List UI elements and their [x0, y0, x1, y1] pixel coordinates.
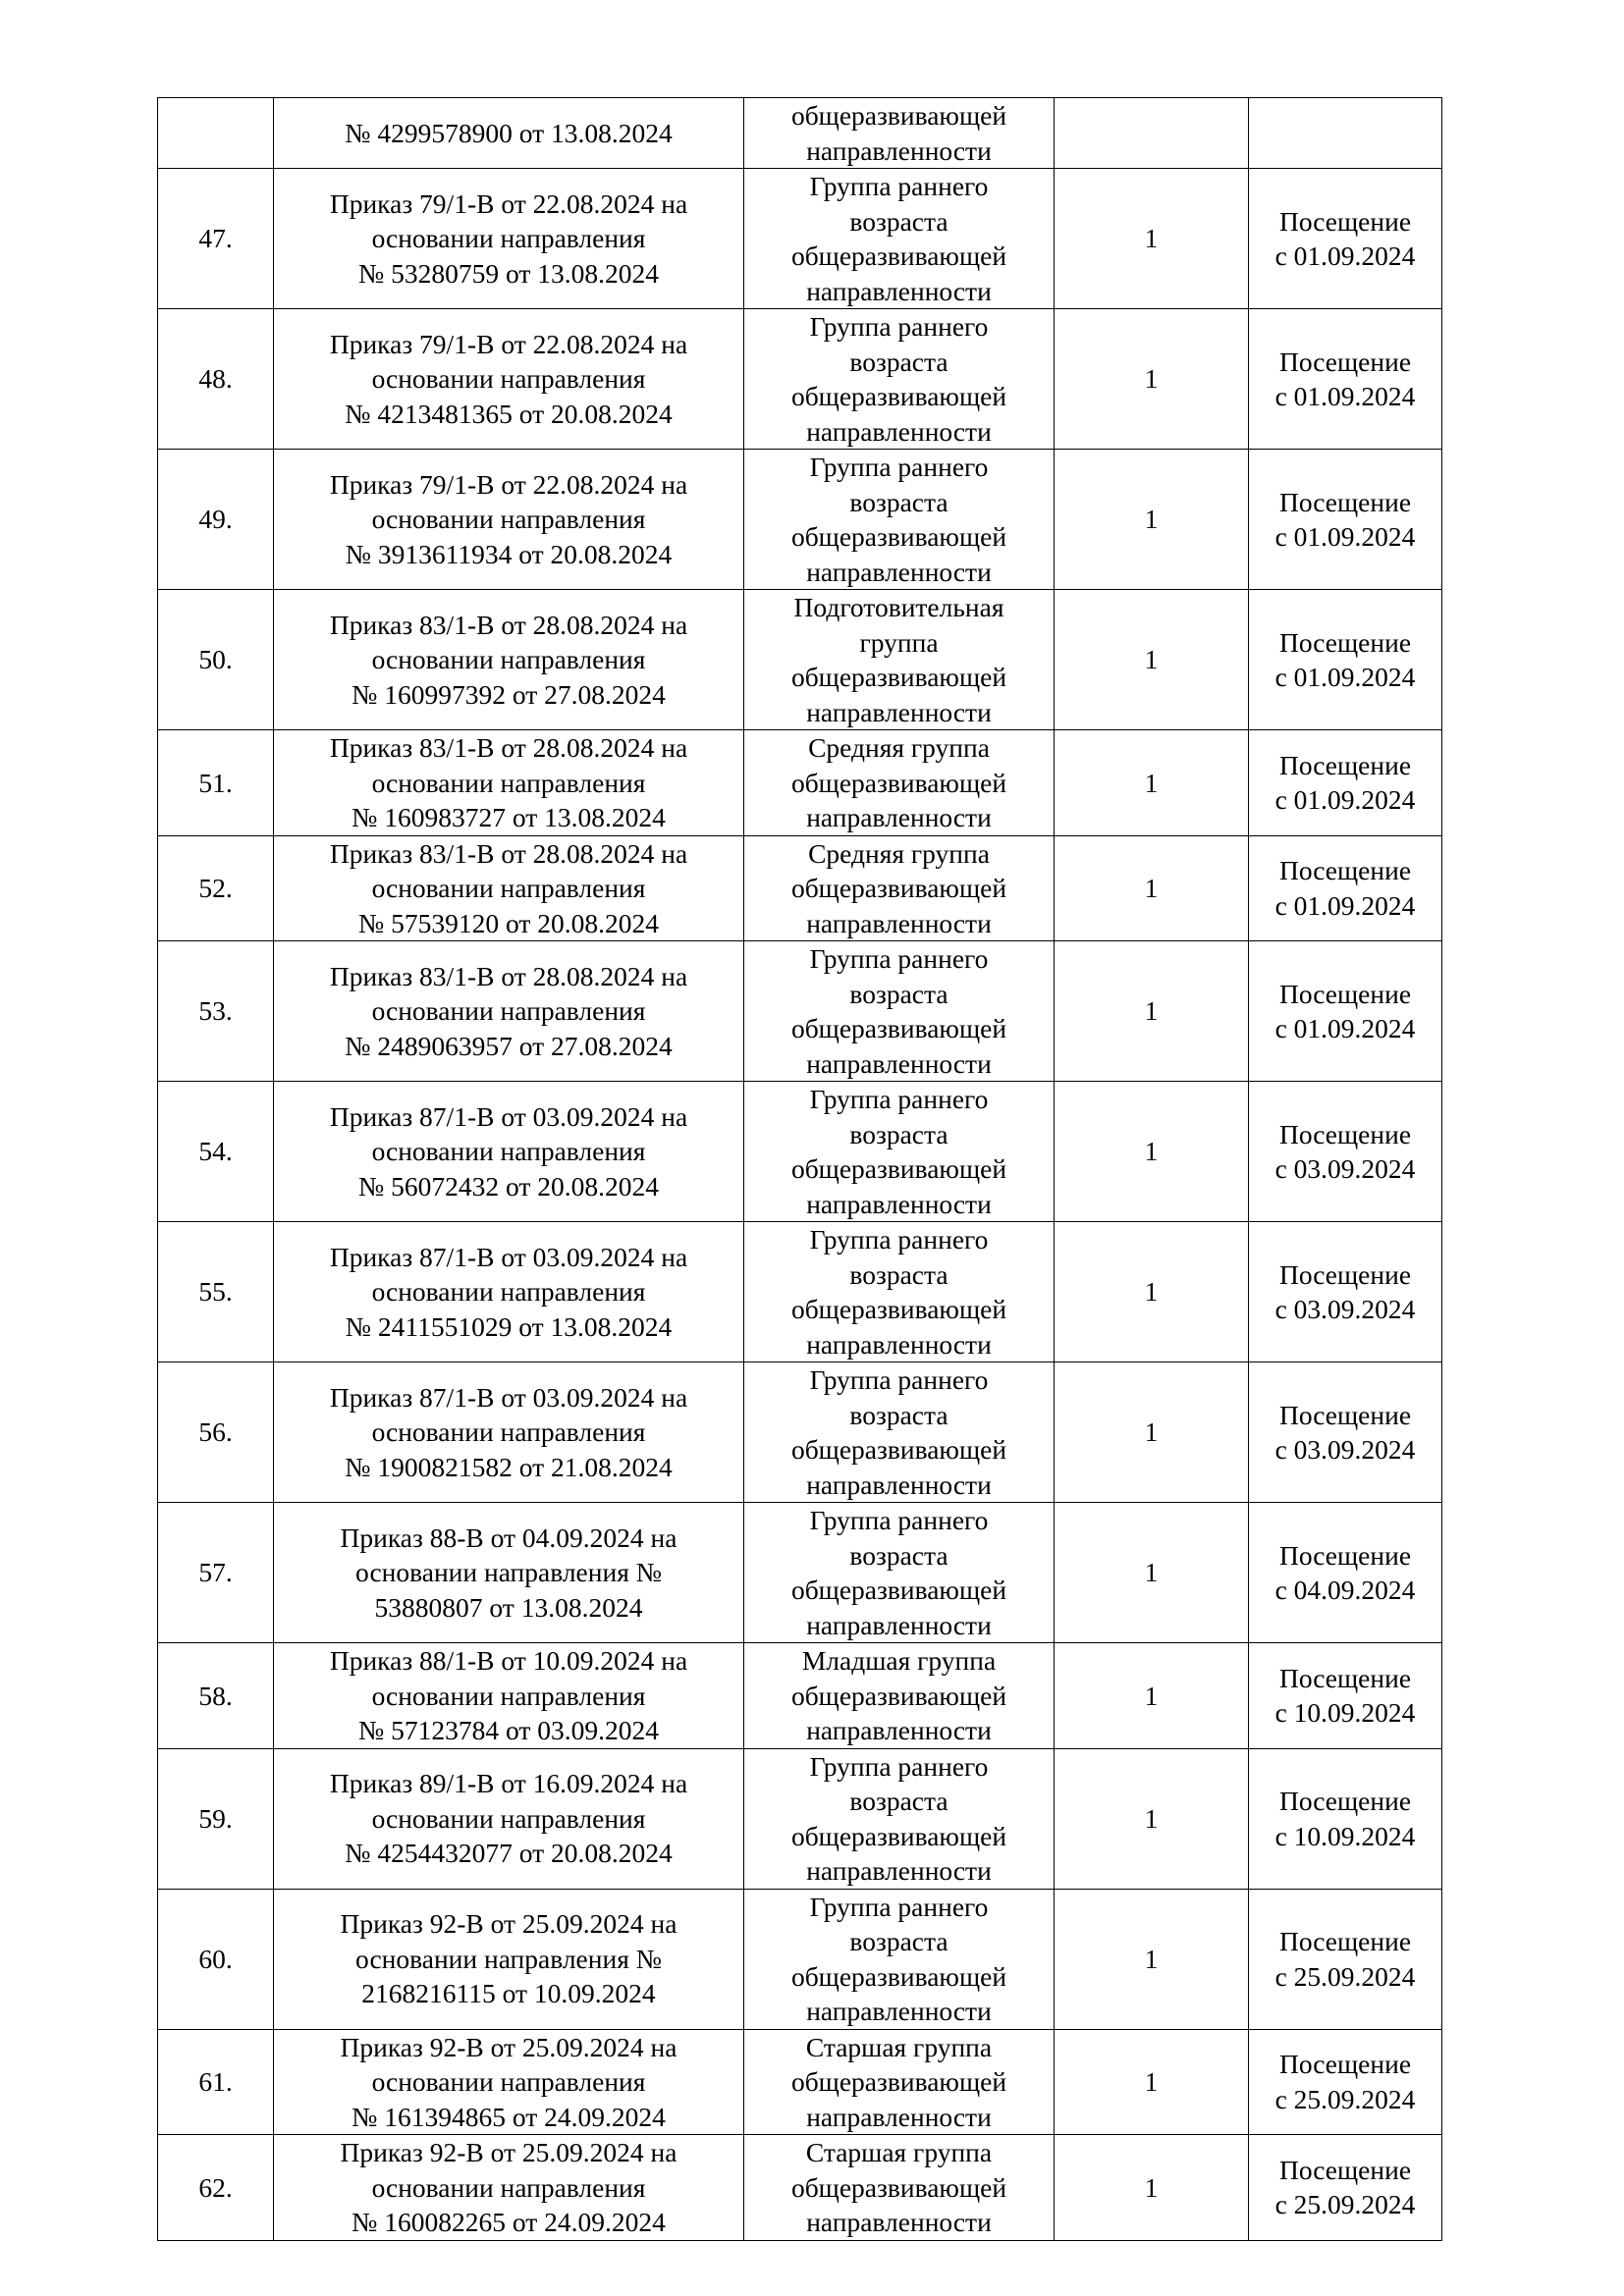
enrollment-table — [157, 97, 1442, 2241]
group-cell-line: возраста — [849, 1258, 948, 1290]
group-cell — [744, 1082, 1055, 1222]
status-cell — [1249, 2135, 1442, 2241]
status-cell — [1249, 941, 1442, 1082]
status-cell-line: с 01.09.2024 — [1274, 1013, 1416, 1043]
status-cell-line: с 01.09.2024 — [1274, 662, 1416, 692]
order-cell — [274, 98, 744, 169]
group-cell — [744, 169, 1055, 309]
status-cell-line: Посещение — [1278, 855, 1412, 886]
order-cell-line: Приказ 83/1-В от 28.08.2024 на — [329, 609, 688, 640]
group-cell-line: Старшая группа — [805, 2137, 993, 2167]
group-cell-line: общеразвивающей — [790, 100, 1007, 131]
order-cell — [274, 1082, 744, 1222]
table-row — [158, 169, 1442, 309]
status-cell — [1249, 2029, 1442, 2135]
group-cell-line: направленности — [806, 1468, 992, 1500]
group-cell — [744, 450, 1055, 590]
group-cell-line: Группа раннего — [809, 943, 989, 974]
table-row — [158, 1362, 1442, 1503]
status-cell-line: с 01.09.2024 — [1274, 381, 1416, 411]
order-cell — [274, 590, 744, 730]
count-cell: 1 — [1055, 1748, 1249, 1889]
group-cell-line: возраста — [849, 1399, 948, 1430]
group-cell — [744, 2029, 1055, 2135]
group-cell-line: общеразвивающей — [790, 1680, 1007, 1711]
order-cell-line: № 160983727 от 13.08.2024 — [352, 802, 666, 832]
status-cell-line: с 01.09.2024 — [1274, 889, 1416, 921]
status-cell — [1249, 835, 1442, 941]
group-cell-line: общеразвивающей — [790, 2066, 1007, 2097]
order-cell-line: № 4254432077 от 20.08.2024 — [345, 1838, 673, 1869]
group-cell — [744, 98, 1055, 169]
status-cell — [1249, 1503, 1442, 1643]
order-cell-line: Приказ 88/1-В от 10.09.2024 на — [329, 1645, 688, 1676]
status-cell — [1249, 1889, 1442, 2029]
group-cell-line: общеразвивающей — [790, 1960, 1007, 1992]
group-cell-line: Группа раннего — [809, 452, 989, 482]
order-cell-line: № 57123784 от 03.09.2024 — [357, 1715, 660, 1745]
group-cell-line: общеразвивающей — [790, 662, 1007, 692]
group-cell-line: Группа раннего — [809, 1084, 989, 1114]
status-cell-line: Посещение — [1278, 346, 1412, 377]
group-cell-line: возраста — [849, 346, 948, 377]
status-cell-line: с 03.09.2024 — [1274, 1434, 1416, 1465]
order-cell-line: Приказ 79/1-В от 22.08.2024 на — [329, 187, 688, 219]
group-cell-line: направленности — [806, 134, 992, 166]
order-cell-line: № 161394865 от 24.09.2024 — [352, 2101, 666, 2132]
order-cell — [274, 1362, 744, 1503]
group-cell-line: возраста — [849, 1118, 948, 1149]
group-cell-line: общеразвивающей — [790, 1820, 1007, 1851]
order-cell-line: основании направления — [371, 995, 646, 1027]
order-cell-line: № 4299578900 от 13.08.2024 — [345, 117, 673, 148]
status-cell — [1249, 1643, 1442, 1749]
status-cell — [1249, 309, 1442, 450]
row-number-cell: 53. — [158, 941, 274, 1082]
order-cell-line: основании направления — [371, 1802, 646, 1834]
count-cell: 1 — [1055, 2135, 1249, 2241]
group-cell-line: Группа раннего — [809, 171, 989, 201]
row-number-cell: 61. — [158, 2029, 274, 2135]
group-cell — [744, 730, 1055, 836]
table-row — [158, 1889, 1442, 2029]
table-row — [158, 1082, 1442, 1222]
group-cell — [744, 1748, 1055, 1889]
order-cell-line: № 57539120 от 20.08.2024 — [357, 907, 660, 938]
status-cell-line: Посещение — [1278, 1662, 1412, 1693]
group-cell-line: направленности — [806, 1188, 992, 1219]
status-cell-line: Посещение — [1278, 2154, 1412, 2185]
row-number-cell: 48. — [158, 309, 274, 450]
status-cell-line: Посещение — [1278, 1786, 1412, 1816]
status-cell-line: Посещение — [1278, 1399, 1412, 1430]
table-row — [158, 450, 1442, 590]
group-cell-line: возраста — [849, 1926, 948, 1956]
row-number-cell: 60. — [158, 1889, 274, 2029]
order-cell-line: Приказ 87/1-В от 03.09.2024 на — [329, 1100, 688, 1132]
group-cell-line: Группа раннего — [809, 1891, 989, 1922]
order-cell-line: № 160082265 от 24.09.2024 — [352, 2207, 666, 2237]
group-cell-line: возраста — [849, 205, 948, 237]
order-cell-line: основании направления № — [355, 1943, 662, 1974]
status-cell — [1249, 1748, 1442, 1889]
status-cell-line: с 03.09.2024 — [1274, 1153, 1416, 1184]
status-cell-line: Посещение — [1278, 2049, 1412, 2080]
group-cell-line: направленности — [806, 1855, 992, 1886]
status-cell — [1249, 98, 1442, 169]
order-cell-line: Приказ 83/1-В от 28.08.2024 на — [329, 960, 688, 991]
order-cell — [274, 169, 744, 309]
group-cell-line: Старшая группа — [805, 2031, 993, 2062]
group-cell-line: возраста — [849, 486, 948, 517]
status-cell — [1249, 1362, 1442, 1503]
group-cell — [744, 1889, 1055, 2029]
status-cell-line: Посещение — [1278, 1926, 1412, 1956]
status-cell-line: Посещение — [1278, 1118, 1412, 1149]
order-cell-line: Приказ 79/1-В от 22.08.2024 на — [329, 468, 688, 500]
count-cell: 1 — [1055, 1889, 1249, 2029]
group-cell-line: Группа раннего — [809, 311, 989, 342]
status-cell — [1249, 1082, 1442, 1222]
status-cell-line: с 25.09.2024 — [1274, 2083, 1416, 2114]
group-cell — [744, 590, 1055, 730]
group-cell — [744, 1222, 1055, 1362]
row-number-cell: 47. — [158, 169, 274, 309]
group-cell-line: Группа раннего — [809, 1364, 989, 1395]
row-number-cell: 58. — [158, 1643, 274, 1749]
order-cell — [274, 309, 744, 450]
status-cell — [1249, 169, 1442, 309]
order-cell-line: основании направления — [371, 2066, 646, 2097]
table-row — [158, 309, 1442, 450]
status-cell-line: Посещение — [1278, 486, 1412, 517]
count-cell: 1 — [1055, 835, 1249, 941]
order-cell-line: основании направления — [371, 1136, 646, 1167]
row-number-cell: 55. — [158, 1222, 274, 1362]
group-cell-line: направленности — [806, 556, 992, 587]
status-cell-line: Посещение — [1278, 205, 1412, 237]
row-number-cell: 51. — [158, 730, 274, 836]
order-cell-line: Приказ 88-В от 04.09.2024 на — [340, 1522, 677, 1553]
status-cell — [1249, 730, 1442, 836]
group-cell — [744, 835, 1055, 941]
order-cell-line: основании направления — [371, 1416, 646, 1448]
row-number-cell: 54. — [158, 1082, 274, 1222]
order-cell-line: основании направления № — [355, 1557, 662, 1588]
group-cell-line: общеразвивающей — [790, 1013, 1007, 1043]
group-cell — [744, 1362, 1055, 1503]
row-number-cell — [158, 98, 274, 169]
order-cell-line: 2168216115 от 10.09.2024 — [361, 1978, 656, 2009]
status-cell-line: с 03.09.2024 — [1274, 1294, 1416, 1324]
order-cell-line: основании направления — [371, 1680, 646, 1711]
group-cell — [744, 1643, 1055, 1749]
order-cell-line: Приказ 87/1-В от 03.09.2024 на — [329, 1241, 688, 1272]
status-cell-line: Посещение — [1278, 978, 1412, 1009]
order-cell-line: Приказ 83/1-В от 28.08.2024 на — [329, 732, 688, 763]
group-cell-line: направленности — [806, 1047, 992, 1079]
group-cell — [744, 309, 1055, 450]
order-cell-line: Приказ 83/1-В от 28.08.2024 на — [329, 837, 688, 869]
count-cell: 1 — [1055, 1222, 1249, 1362]
order-cell — [274, 941, 744, 1082]
count-cell: 1 — [1055, 169, 1249, 309]
order-cell — [274, 1748, 744, 1889]
order-cell-line: основании направления — [371, 2171, 646, 2203]
group-cell-line: направленности — [806, 2101, 992, 2132]
table-row — [158, 835, 1442, 941]
order-cell-line: Приказ 92-В от 25.09.2024 на — [340, 1908, 677, 1940]
order-cell — [274, 2135, 744, 2241]
status-cell-line: Посещение — [1278, 626, 1412, 658]
status-cell-line: с 10.09.2024 — [1274, 1697, 1416, 1729]
group-cell-line: Средняя группа — [808, 732, 990, 763]
order-cell — [274, 835, 744, 941]
table-body — [158, 98, 1442, 2241]
order-cell-line: основании направления — [371, 504, 646, 535]
order-cell-line: № 56072432 от 20.08.2024 — [357, 1170, 660, 1201]
order-cell-line: № 1900821582 от 21.08.2024 — [345, 1451, 673, 1482]
status-cell-line: с 25.09.2024 — [1274, 2189, 1416, 2220]
group-cell-line: группа — [859, 626, 939, 658]
group-cell-line: общеразвивающей — [790, 1575, 1007, 1605]
table-row — [158, 1643, 1442, 1749]
table-row — [158, 1222, 1442, 1362]
order-cell-line: № 160997392 от 27.08.2024 — [352, 678, 666, 710]
group-cell-line: общеразвивающей — [790, 2171, 1007, 2203]
table-row — [158, 2135, 1442, 2241]
order-cell — [274, 1643, 744, 1749]
group-cell-line: общеразвивающей — [790, 1153, 1007, 1184]
group-cell — [744, 1503, 1055, 1643]
order-cell — [274, 1503, 744, 1643]
group-cell-line: возраста — [849, 978, 948, 1009]
order-cell — [274, 1222, 744, 1362]
count-cell: 1 — [1055, 1362, 1249, 1503]
group-cell-line: Группа раннего — [809, 1750, 989, 1782]
order-cell-line: № 2489063957 от 27.08.2024 — [345, 1030, 673, 1061]
group-cell-line: направленности — [806, 802, 992, 832]
order-cell-line: основании направления — [371, 1276, 646, 1308]
table-row — [158, 98, 1442, 169]
order-cell-line: № 4213481365 от 20.08.2024 — [345, 398, 673, 429]
status-cell-line: с 01.09.2024 — [1274, 240, 1416, 271]
table-row — [158, 730, 1442, 836]
group-cell-line: направленности — [806, 415, 992, 447]
row-number-cell: 59. — [158, 1748, 274, 1889]
count-cell — [1055, 98, 1249, 169]
row-number-cell: 57. — [158, 1503, 274, 1643]
table-row — [158, 941, 1442, 1082]
row-number-cell: 52. — [158, 835, 274, 941]
row-number-cell: 49. — [158, 450, 274, 590]
count-cell: 1 — [1055, 941, 1249, 1082]
count-cell: 1 — [1055, 1082, 1249, 1222]
count-cell: 1 — [1055, 1503, 1249, 1643]
row-number-cell: 62. — [158, 2135, 274, 2241]
order-cell-line: основании направления — [371, 223, 646, 254]
count-cell: 1 — [1055, 730, 1249, 836]
table-row — [158, 590, 1442, 730]
status-cell — [1249, 450, 1442, 590]
group-cell-line: направленности — [806, 1328, 992, 1360]
group-cell-line: направленности — [806, 696, 992, 727]
group-cell-line: Группа раннего — [809, 1505, 989, 1535]
status-cell-line: с 04.09.2024 — [1274, 1575, 1416, 1605]
status-cell-line: Посещение — [1278, 749, 1412, 780]
status-cell-line: Посещение — [1278, 1539, 1412, 1571]
group-cell-line: Подготовительная — [793, 592, 1004, 622]
group-cell-line: общеразвивающей — [790, 767, 1007, 798]
group-cell-line: общеразвивающей — [790, 873, 1007, 903]
order-cell-line: Приказ 87/1-В от 03.09.2024 на — [329, 1381, 688, 1413]
group-cell-line: общеразвивающей — [790, 240, 1007, 271]
status-cell — [1249, 1222, 1442, 1362]
table-row — [158, 1748, 1442, 1889]
status-cell-line: с 01.09.2024 — [1274, 521, 1416, 552]
group-cell-line: общеразвивающей — [790, 521, 1007, 552]
group-cell-line: общеразвивающей — [790, 1434, 1007, 1465]
status-cell-line: с 01.09.2024 — [1274, 784, 1416, 816]
order-cell-line: Приказ 79/1-В от 22.08.2024 на — [329, 328, 688, 359]
group-cell-line: направленности — [806, 1609, 992, 1640]
table-row — [158, 1503, 1442, 1643]
count-cell: 1 — [1055, 590, 1249, 730]
order-cell — [274, 730, 744, 836]
order-cell-line: 53880807 от 13.08.2024 — [374, 1591, 643, 1623]
order-cell-line: основании направления — [371, 873, 646, 903]
order-cell — [274, 1889, 744, 2029]
row-number-cell: 50. — [158, 590, 274, 730]
order-cell — [274, 2029, 744, 2135]
order-cell-line: № 3913611934 от 20.08.2024 — [345, 538, 673, 569]
order-cell — [274, 450, 744, 590]
order-cell-line: Приказ 92-В от 25.09.2024 на — [340, 2137, 677, 2167]
order-cell-line: Приказ 92-В от 25.09.2024 на — [340, 2031, 677, 2062]
order-cell-line: № 2411551029 от 13.08.2024 — [345, 1310, 673, 1342]
order-cell-line: основании направления — [371, 644, 646, 675]
group-cell — [744, 941, 1055, 1082]
count-cell: 1 — [1055, 309, 1249, 450]
order-cell-line: № 53280759 от 13.08.2024 — [357, 257, 660, 289]
group-cell-line: возраста — [849, 1539, 948, 1571]
count-cell: 1 — [1055, 2029, 1249, 2135]
group-cell-line: направленности — [806, 1996, 992, 2026]
group-cell-line: направленности — [806, 275, 992, 306]
status-cell — [1249, 590, 1442, 730]
status-cell-line: с 25.09.2024 — [1274, 1960, 1416, 1992]
row-number-cell: 56. — [158, 1362, 274, 1503]
order-cell-line: основании направления — [371, 363, 646, 395]
status-cell-line: Посещение — [1278, 1258, 1412, 1290]
group-cell — [744, 2135, 1055, 2241]
group-cell-line: общеразвивающей — [790, 381, 1007, 411]
group-cell-line: общеразвивающей — [790, 1294, 1007, 1324]
group-cell-line: Группа раннего — [809, 1224, 989, 1255]
group-cell-line: направленности — [806, 907, 992, 938]
group-cell-line: Младшая группа — [801, 1645, 997, 1676]
order-cell-line: основании направления — [371, 767, 646, 798]
order-cell-line: Приказ 89/1-В от 16.09.2024 на — [329, 1768, 688, 1799]
group-cell-line: направленности — [806, 2207, 992, 2237]
count-cell: 1 — [1055, 450, 1249, 590]
group-cell-line: Средняя группа — [808, 837, 990, 869]
count-cell: 1 — [1055, 1643, 1249, 1749]
group-cell-line: направленности — [806, 1715, 992, 1745]
group-cell-line: возраста — [849, 1786, 948, 1816]
status-cell-line: с 10.09.2024 — [1274, 1820, 1416, 1851]
table-row — [158, 2029, 1442, 2135]
